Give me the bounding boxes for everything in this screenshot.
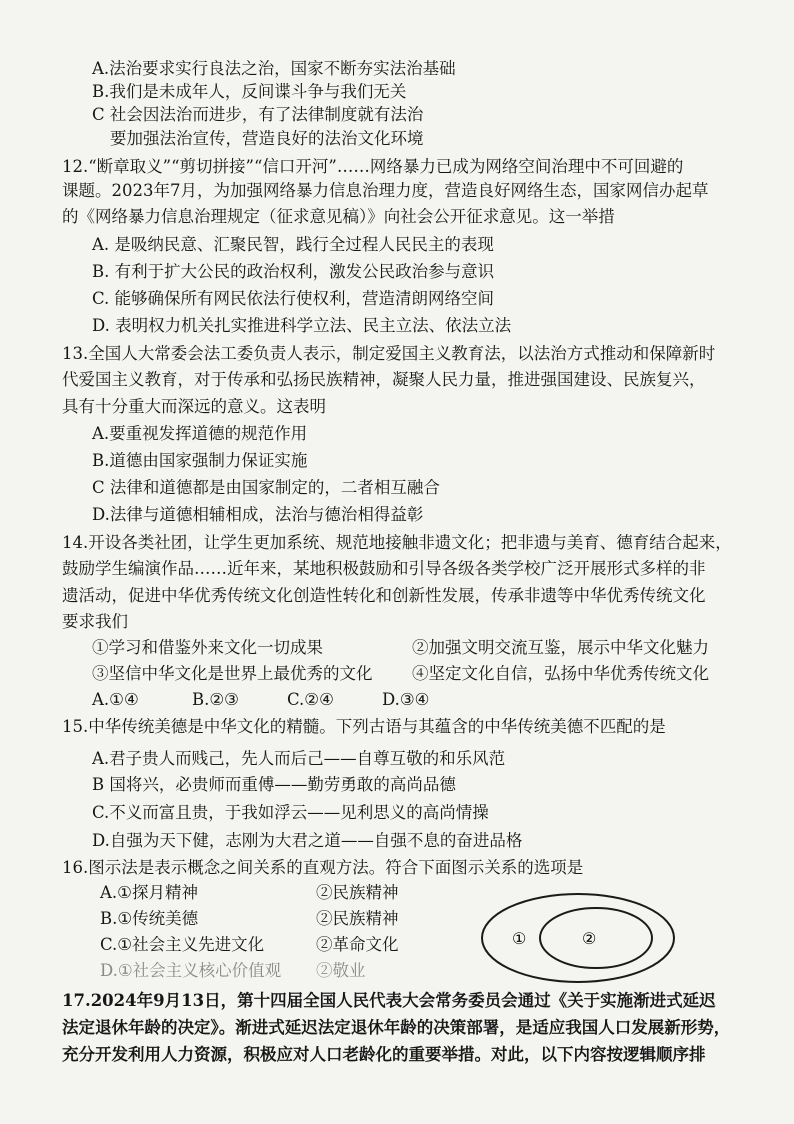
question-16-stem: 16.图示法是表示概念之间关系的直观方法。符合下面图示关系的选项是 <box>62 858 584 877</box>
question-16-option-a-item1: A.①探月精神 <box>100 883 198 902</box>
venn-inner-label: ② <box>582 929 597 948</box>
question-12-stem: 的《网络暴力信息治理规定（征求意见稿）》向社会公开征求意见。这一举措 <box>62 207 615 226</box>
question-16-option-c-item2: ②革命文化 <box>316 935 399 954</box>
option-line: 要加强法治宣传，营造良好的法治文化环境 <box>110 129 424 148</box>
question-13-option-d: D.法律与道德相辅相成，法治与德治相得益彰 <box>92 505 424 524</box>
option-line: C 社会因法治而进步，有了法律制度就有法治 <box>92 105 424 124</box>
question-14-stem: 14.开设各类社团，让学生更加系统、规范地接触非遗文化；把非遗与美育、德育结合起来， <box>62 533 732 552</box>
question-15-stem: 15.中华传统美德是中华文化的精髓。下列古语与其蕴含的中华传统美德不匹配的是 <box>62 717 666 736</box>
question-16-option-b-item2: ②民族精神 <box>316 909 399 928</box>
question-15-option-d: D.自强为天下健，志刚为大君之道——自强不息的奋进品格 <box>92 831 523 850</box>
question-14-statement-2: ②加强文明交流互鉴，展示中华文化魅力 <box>412 638 709 657</box>
question-13-stem: 具有十分重大而深远的意义。这表明 <box>62 397 326 416</box>
question-14-stem: 要求我们 <box>62 612 128 631</box>
venn-outer-label: ① <box>512 929 527 948</box>
question-14-option-a: A.①④ <box>92 690 139 709</box>
question-13-option-a: A.要重视发挥道德的规范作用 <box>92 424 308 443</box>
question-13-option-c: C 法律和道德都是由国家制定的，二者相互融合 <box>92 478 440 497</box>
question-12-option-c: C. 能够确保所有网民依法行使权利，营造清朗网络空间 <box>92 289 495 308</box>
question-14-statement-1: ①学习和借鉴外来文化一切成果 <box>92 638 323 657</box>
question-12-stem: 12.“断章取义”“剪切拼接”“信口开河”……网络暴力已成为网络空间治理中不可回避的 <box>62 157 684 176</box>
question-16-option-d-item2: ②敬业 <box>316 961 366 980</box>
question-17-stem: 法定退休年龄的决定》。渐进式延迟法定退休年龄的决策部署，是适应我国人口发展新形势， <box>62 1018 731 1037</box>
question-12-option-b: B. 有利于扩大公民的政治权利，激发公民政治参与意识 <box>92 262 495 281</box>
question-12-stem: 课题。2023年7月，为加强网络暴力信息治理力度，营造良好网络生态，国家网信办起草 <box>62 181 709 200</box>
question-17-stem: 17.2024年9月13日，第十四届全国人民代表大会常务委员会通过《关于实施渐进式延迟 <box>62 991 716 1010</box>
question-17-stem: 充分开发利用人力资源，积极应对人口老龄化的重要举措。对此，以下内容按逻辑顺序排 <box>62 1045 706 1064</box>
question-16-option-b-item1: B.①传统美德 <box>100 909 199 928</box>
question-14-option-d: D.③④ <box>382 690 430 709</box>
question-12-option-d: D. 表明权力机关扎实推进科学立法、民主立法、依法立法 <box>92 316 512 335</box>
question-16-option-c-item1: C.①社会主义先进文化 <box>100 935 265 954</box>
question-15-option-a: A.君子贵人而贱己，先人而后己——自尊互敬的和乐风范 <box>92 749 506 768</box>
question-14-statement-4: ④坚定文化自信，弘扬中华优秀传统文化 <box>412 664 709 683</box>
question-13-stem: 13.全国人大常委会法工委负责人表示，制定爱国主义教育法，以法治方式推动和保障新时 <box>62 344 716 363</box>
question-13-option-b: B.道德由国家强制力保证实施 <box>92 451 308 470</box>
question-16-option-d-item1: D.①社会主义核心价值观 <box>100 961 282 980</box>
venn-diagram <box>478 888 678 988</box>
question-16-option-a-item2: ②民族精神 <box>316 883 399 902</box>
question-15-option-b: B 国将兴，必贵师而重傅——勤劳勇敢的高尚品德 <box>92 775 456 794</box>
question-12-option-a: A. 是吸纳民意、汇聚民智，践行全过程人民民主的表现 <box>92 235 494 254</box>
question-14-option-b: B.②③ <box>192 690 239 709</box>
question-14-statement-3: ③坚信中华文化是世界上最优秀的文化 <box>92 664 373 683</box>
question-14-option-c: C.②④ <box>287 690 334 709</box>
option-line: B.我们是未成年人，反间谍斗争与我们无关 <box>92 82 407 101</box>
question-14-stem: 鼓励学生编演作品……近年来，某地积极鼓励和引导各级各类学校广泛开展形式多样的非 <box>62 559 706 578</box>
question-13-stem: 代爱国主义教育，对于传承和弘扬民族精神，凝聚人民力量，推进强国建设、民族复兴， <box>62 370 706 389</box>
option-line: A.法治要求实行良法之治，国家不断夯实法治基础 <box>92 59 456 78</box>
question-14-stem: 遗活动，促进中华优秀传统文化创造性转化和创新性发展，传承非遗等中华优秀传统文化 <box>62 586 706 605</box>
question-15-option-c: C.不义而富且贵，于我如浮云——见利思义的高尚情操 <box>92 803 489 822</box>
venn-outer-ellipse <box>482 894 674 982</box>
